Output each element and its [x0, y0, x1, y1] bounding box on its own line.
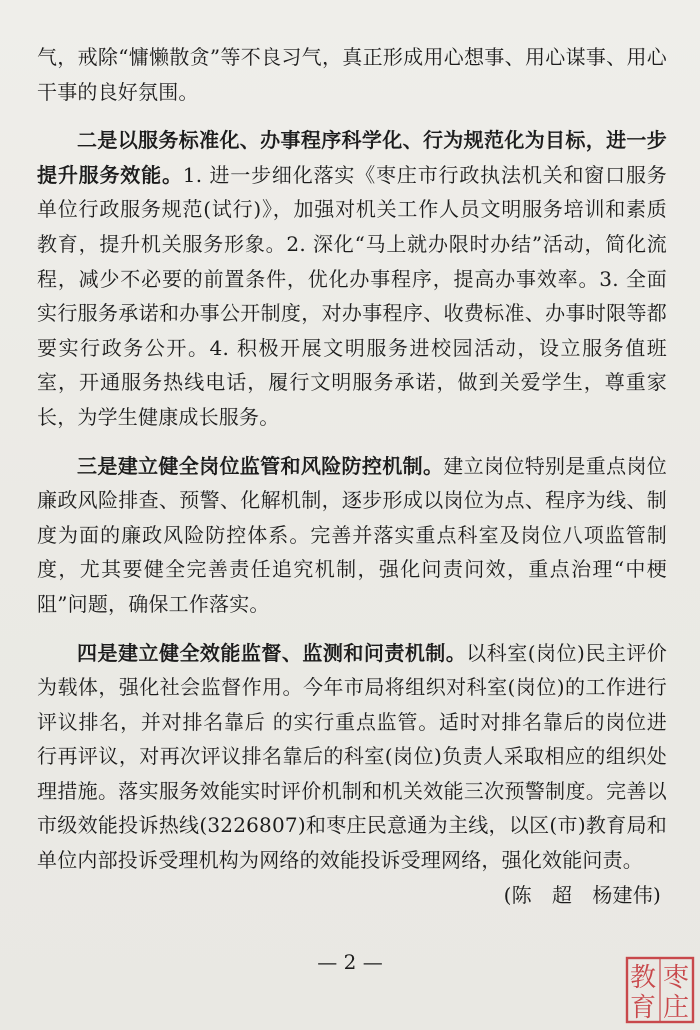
seal-character: 枣 [662, 963, 690, 993]
seal-character: 庄 [662, 993, 690, 1023]
paragraph-body: 以科室(岗位)民主评价为载体，强化社会监督作用。今年市局将组织对科室(岗位)的工作进行评议排名，并对排名靠后 的实行重点监管。适时对排名靠后的岗位进行再评议，对再次评议排名靠后的科室(岗位)负责人采取相应的组织处理措施。落实服务效能实时评价机制和机关效能三次预警制度。完善以市级效能投诉热线(3226807)和枣庄民意通为主线，以区(市)教育局和单位内部投诉受理机构为网络的效能投诉受理网络，强化效能问责。 [37, 640, 667, 873]
paragraph-point-four [37, 636, 667, 907]
paragraph-heading: 三是建立健全岗位监管和风险防控机制。 [77, 453, 444, 478]
document-body [37, 40, 667, 912]
paragraph-heading: 二是以服务标准化、办事程序科学化、行为规范化为目标，进一步提升服务效能。 [37, 128, 667, 187]
seal-character: 育 [629, 993, 657, 1023]
paragraph-heading: 四是建立健全效能监督、监测和问责机制。 [77, 640, 467, 665]
paragraph-intro-continuation [37, 40, 667, 109]
seal-stamp-icon [624, 955, 696, 1025]
paragraph-point-three [37, 449, 667, 622]
paragraph-body: 建立岗位特别是重点岗位廉政风险排查、预警、化解机制，逐步形成以岗位为点、程序为线、制度为面的廉政风险防控体系。完善并落实重点科室及岗位八项监管制度，尤其要健全完善责任追究机制，强化问责问效，重点治理“中梗阻”问题，确保工作落实。 [37, 453, 667, 616]
paragraph-point-two [37, 123, 667, 434]
author-signature: (陈 超 杨建伟) [503, 882, 661, 907]
paragraph-body: 1. 进一步细化落实《枣庄市行政执法机关和窗口服务单位行政服务规范(试行)》，加强对机关工作人员文明服务培训和素质教育，提升机关服务形象。2. 深化“马上就办限时办结”活动，简化流程，减少不必要的前置条件，优化办事程序，提高办事效率。3. 全面实行服务承诺和办事公开制度，对办事程序、收费标准、办事时限等都要实行政务公开。4. 积极开展文明服务进校园活动，设立服务值班室，开通服务热线电话，履行文明服务承诺，做到关爱学生，尊重家长，为学生健康成长服务。 [37, 162, 667, 429]
seal-character: 教 [629, 963, 657, 993]
paragraph-body: 气，戒除“慵懒散贪”等不良习气，真正形成用心想事、用心谋事、用心干事的良好氛围。 [37, 45, 667, 104]
page-number: — 2 — [317, 950, 383, 974]
